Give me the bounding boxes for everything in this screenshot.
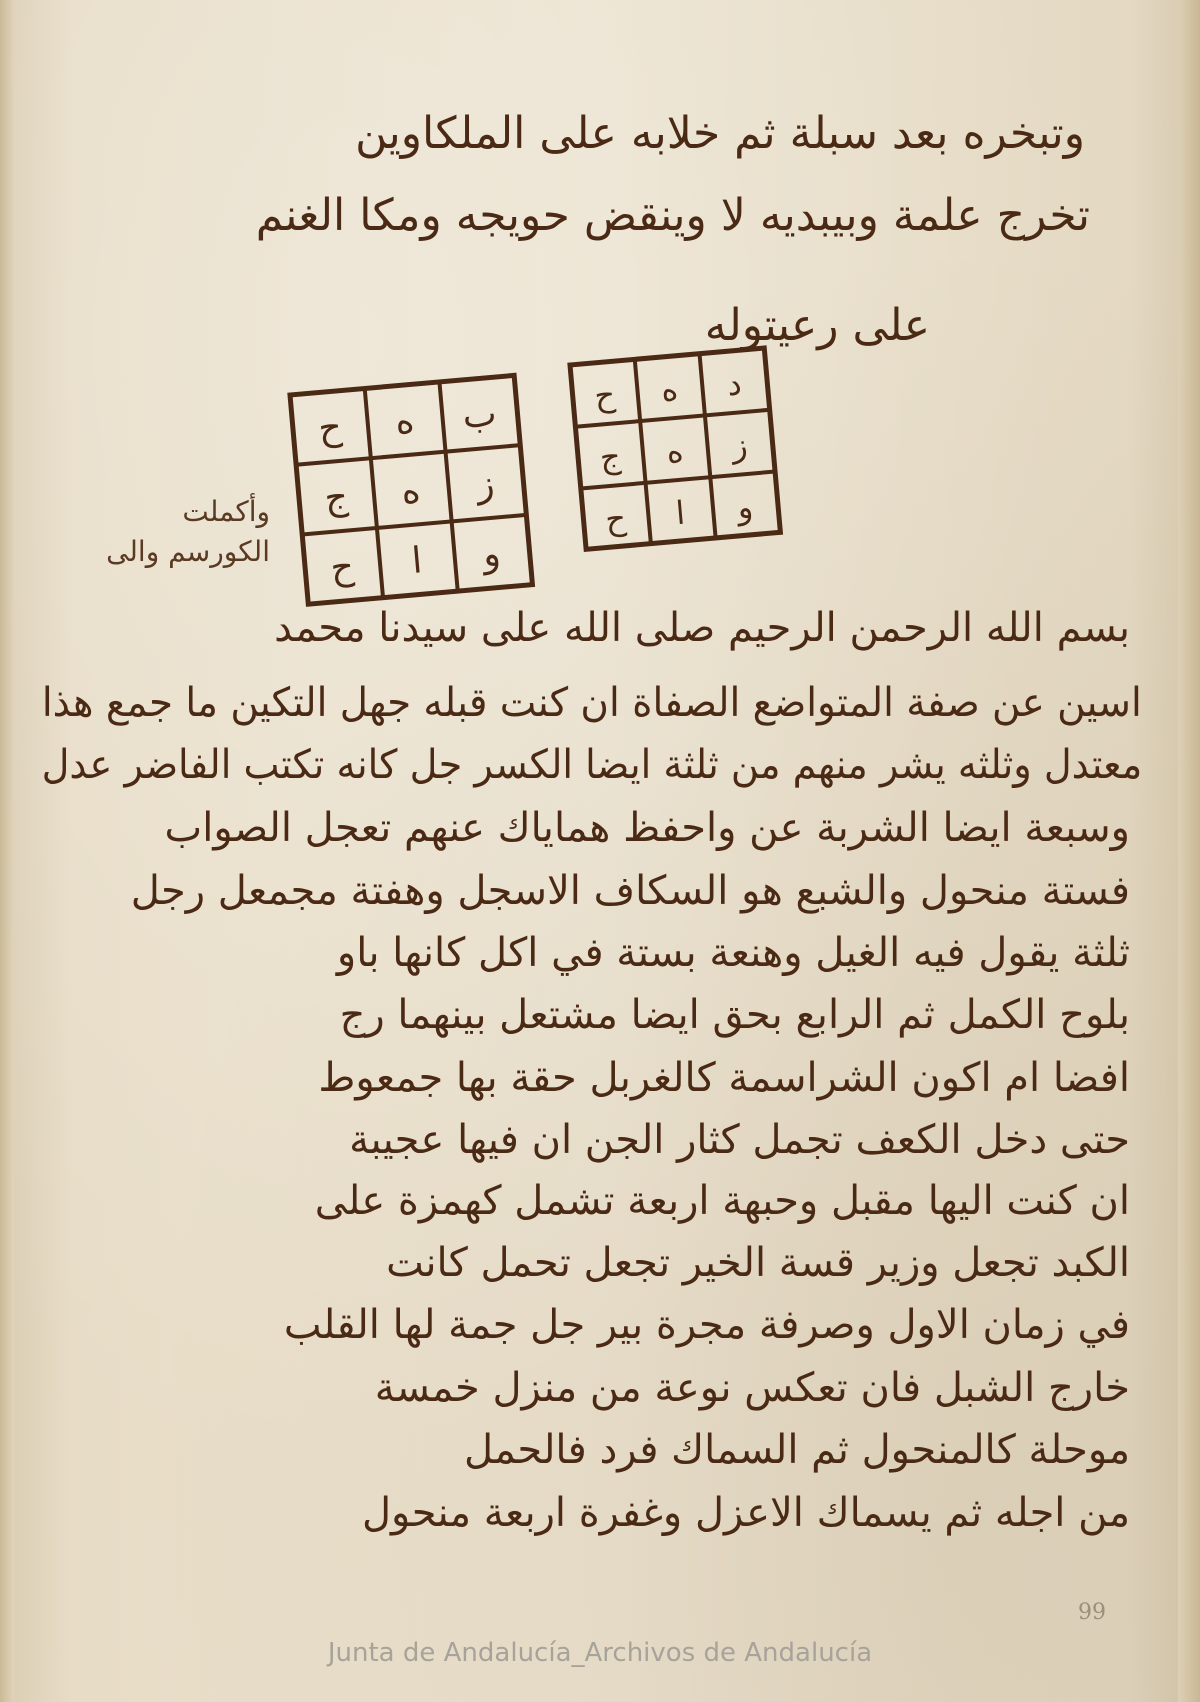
body-line-3: معتدل وثلثه يشر منهم من ثلثة ايضا الكسر جل كانه تكتب الفاضر عدل [41, 742, 1142, 788]
archive-watermark: Junta de Andalucía_Archivos de Andalucía [327, 1638, 873, 1668]
top-line-3: على رعيتوله [704, 300, 930, 351]
right-square-cell-r2c3: ج [598, 437, 623, 477]
body-line-13: خارج الشبل فان تعكس نوعة من منزل خمسة [374, 1365, 1130, 1411]
left-square-cell-r2c2: ه [399, 470, 423, 513]
body-line-14: موحلة كالمنحول ثم السماك فرد فالحمل [464, 1427, 1130, 1473]
body-line-8: افضا ام اكون الشراسمة كالغربل حقة بها جمعوط [318, 1055, 1130, 1101]
body-line-7: بلوح الكمل ثم الرابع بحق ايضا مشتعل بينهما رج [339, 992, 1130, 1038]
left-square-cell-r1c1: ب [460, 393, 499, 437]
margin-note-line-2: الكورسم والى [106, 535, 270, 568]
right-square-cell-r3c3: ح [603, 498, 628, 539]
margin-note-line-1: وأكملت [182, 495, 270, 528]
folio-number: 99 [1078, 1600, 1106, 1625]
left-square-cell-r3c3: ح [328, 546, 356, 590]
body-line-11: الكبد تجعل وزير قسة الخير تجعل تحمل كانت [386, 1240, 1130, 1286]
right-square-cell-r1c1: د [725, 364, 744, 404]
right-square-cell-r2c1: ز [730, 425, 750, 466]
magic-square-left [290, 375, 532, 604]
margin-note [30, 492, 270, 572]
left-square-cell-r3c2: ا [410, 540, 424, 582]
body-line-15: من اجله ثم يسماك الاعزل وغفرة اربعة منحول [361, 1490, 1130, 1536]
left-square-cell-r1c3: ح [316, 406, 344, 450]
left-square-cell-r1c2: ه [393, 400, 416, 443]
body-line-9: حتى دخل الكعف تجمل كثار الجن ان فيها عجيبة [349, 1117, 1130, 1163]
left-square-cell-r2c3: ج [322, 476, 350, 520]
left-square-cell-r3c1: و [481, 533, 503, 576]
body-line-4: وسبعة ايضا الشربة عن واحفظ هماياك عنهم تعجل الصواب [164, 805, 1130, 851]
body-line-1: بسم الله الرحمن الرحيم صلى الله على سيدنا محمد [274, 605, 1130, 651]
right-square-cell-r2c2: ه [664, 431, 685, 471]
body-line-10: ان كنت اليها مقبل وحبهة اربعة تشمل كهمزة على [314, 1178, 1130, 1224]
right-square-cell-r3c1: و [735, 487, 755, 527]
right-square-cell-r1c3: ح [592, 375, 617, 415]
body-line-2: اسين عن صفة المتواضع الصفاة ان كنت قبله جهل التكين ما جمع هذا [42, 680, 1142, 726]
body-line-12: في زمان الاول وصرفة مجرة بير جل جمة لها القلب [283, 1302, 1130, 1348]
left-square-cell-r2c1: ز [475, 463, 497, 506]
body-line-5: فستة منحول والشبع هو السكاف الاسجل وهفتة مجمعل رجل [130, 868, 1130, 914]
magic-square-right [570, 348, 780, 549]
body-line-6: ثلثة يقول فيه الغيل وهنعة بستة في اكل كانها باو [336, 930, 1130, 976]
right-square-cell-r1c2: ه [659, 369, 680, 410]
top-line-2: تخرج علمة وبيبديه لا وينقض حويجه ومكا الغنم [255, 190, 1090, 241]
top-line-1: وتبخره بعد سبلة ثم خلابه على الملكاوين [355, 108, 1085, 159]
right-square-cell-r3c2: ا [674, 493, 687, 533]
